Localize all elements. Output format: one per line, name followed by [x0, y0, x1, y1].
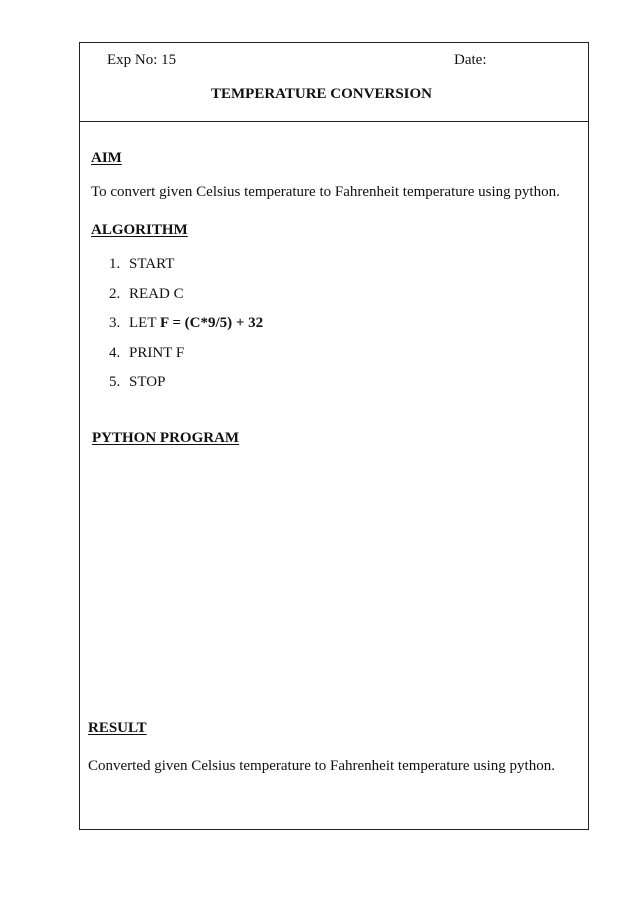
algorithm-heading: ALGORITHM: [91, 222, 188, 238]
step-formula: F = (C*9/5) + 32: [159, 315, 264, 331]
header-divider: [80, 121, 588, 122]
result-heading: RESULT: [88, 720, 147, 736]
step-text: START: [129, 256, 175, 272]
algorithm-step: [109, 255, 263, 273]
algorithm-step: [109, 314, 263, 332]
algorithm-step: [109, 285, 263, 303]
algorithm-steps: [109, 255, 263, 403]
python-program-heading: PYTHON PROGRAM: [92, 430, 240, 446]
exp-no-label: Exp No: 15: [107, 52, 177, 68]
step-text: LET: [129, 315, 160, 331]
algorithm-step: [109, 344, 263, 362]
step-text: READ C: [129, 285, 184, 302]
aim-heading: AIM: [91, 150, 122, 166]
date-label: Date:: [454, 52, 487, 68]
step-text: PRINT F: [129, 344, 185, 361]
step-number: 2.: [109, 285, 121, 302]
step-number: 5.: [109, 374, 121, 390]
algorithm-step: [109, 373, 263, 391]
aim-text: To convert given Celsius temperature to Fahrenheit temperature using python.: [91, 184, 560, 200]
step-number: 3.: [109, 315, 121, 331]
result-text: Converted given Celsius temperature to Fahrenheit temperature using python.: [88, 758, 555, 774]
page-title: TEMPERATURE CONVERSION: [211, 86, 432, 102]
step-text: STOP: [129, 374, 166, 390]
step-number: 1.: [109, 256, 121, 272]
experiment-sheet: [79, 42, 589, 830]
step-number: 4.: [109, 344, 121, 361]
